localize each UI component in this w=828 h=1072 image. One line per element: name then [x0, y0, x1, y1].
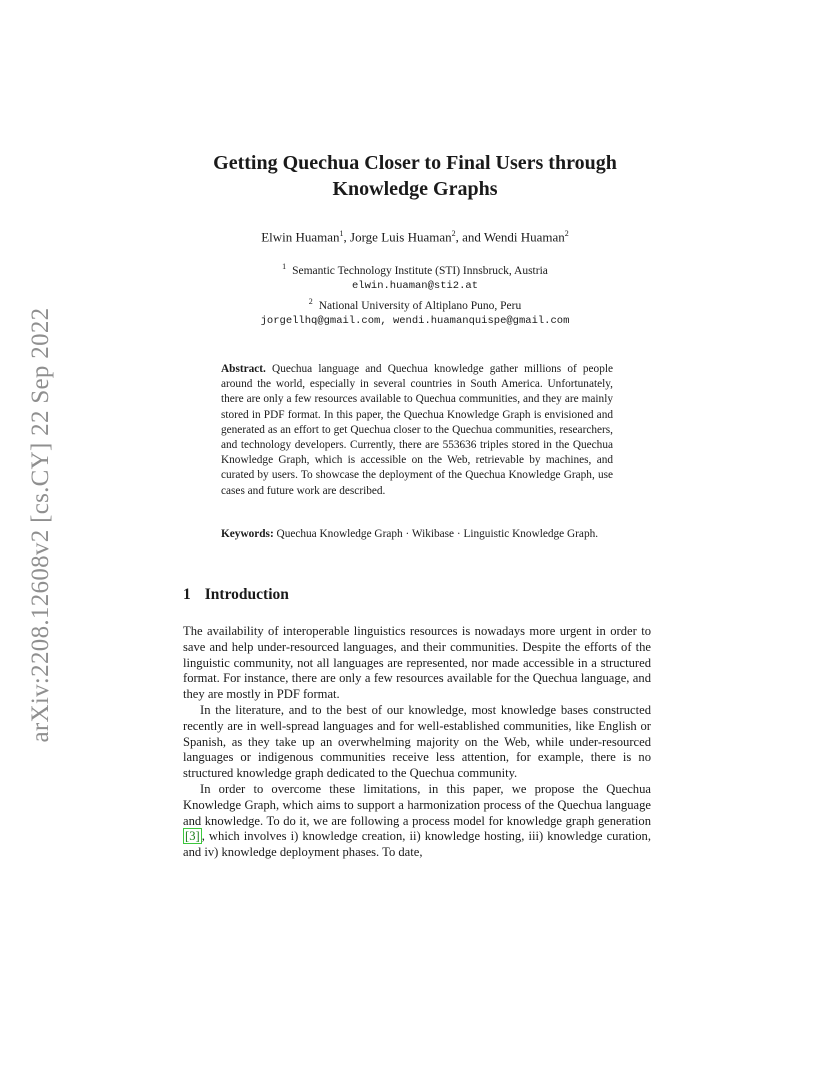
paragraph-3-text-b: , which involves i) knowledge creation, ii) knowledge hosting, iii) knowledge curation, and iv) knowledge deployment phases. To date,	[183, 829, 651, 860]
abstract-text: Quechua language and Quechua knowledge gather millions of people around the world, especially in several countries in South America. Unfortunately, there are only a few resources available to Quechua communities, and they are mainly stored in PDF format. In this paper, the Quechua Knowledge Graph is envisioned and generated as an effort to get Quechua closer to the Quechua communities, researchers, and technology developers. Currently, there are 553636 triples stored in the Quechua Knowledge Graph, which is accessible on the Web, retrievable by machines, and curated by users. To showcase the deployment of the Quechua Knowledge Graph, use cases and future work are described.	[221, 363, 613, 497]
section-number: 1	[183, 586, 191, 603]
paragraph-3-text-a: In order to overcome these limitations, in this paper, we propose the Quechua Knowledge Graph, which aims to support a harmonization process of the Quechua language and knowledge. To do it, we are following a process model for knowledge graph generation	[183, 781, 651, 828]
paragraph-1: The availability of interoperable linguistics resources is nowadays more urgent in order to save and help under-resourced languages, and their communities. Despite the efforts of the linguistic community, not all languages are represented, nor made accessible in a structured format. For instance, there are only a few resources available for the Quechua language, and they are mostly in PDF format.	[183, 624, 651, 702]
affil-2-email-2[interactable]: wendi.huamanquispe@gmail.com	[392, 314, 570, 327]
author-3: and Wendi Huaman	[462, 229, 565, 245]
paragraph-2: In the literature, and to the best of our knowledge, most knowledge bases constructed recently are in well-spread languages and for well-established communities, like English or Spanish, as they take up an overwhelming majority on the Web, while under-resourced languages or indigenous communities receive less attention, for example, there is no structured knowledge graph dedicated to the Quechua community.	[183, 702, 651, 781]
citation-link[interactable]: [3]	[185, 829, 200, 844]
paragraph-3	[183, 782, 651, 861]
abstract-label: Abstract.	[221, 363, 266, 375]
affil-2-institution: National University of Altiplano Puno, Peru	[318, 299, 522, 312]
keywords	[221, 527, 613, 542]
author-1-sup: 1	[339, 229, 344, 238]
section-heading	[183, 586, 289, 604]
section-title: Introduction	[204, 586, 289, 603]
title-line-1: Getting Quechua Closer to Final Users through	[213, 152, 617, 174]
abstract	[221, 362, 613, 499]
introduction-body	[183, 624, 651, 861]
affil-1-sup: 1	[282, 262, 287, 271]
arxiv-identifier: arXiv:2208.12608v2 [cs.CY] 22 Sep 2022	[27, 307, 54, 743]
affil-2-email-1[interactable]: jorgellhq@gmail.com	[260, 314, 381, 327]
paper-title	[150, 150, 680, 202]
author-1: Elwin Huaman	[261, 229, 340, 245]
affil-2-sup: 2	[308, 296, 313, 306]
author-2: Jorge Luis Huaman	[350, 229, 452, 245]
affiliations: $^1$ Semantic Technology Institute (STI) Innsbruck, Austria elwin.huaman@sti2.at $^2$ National University of Altiplano Puno, Peru jorgellhq@gmail.com, wendi.huamanquispe@gmail.com	[150, 259, 680, 329]
affil-1-institution: Semantic Technology Institute (STI) Innsbruck, Austria	[292, 264, 548, 277]
author-3-sup: 2	[564, 229, 569, 238]
author-list: Elwin Huaman$^1$, Jorge Luis Huaman$^2$, and Wendi Huaman$^2$	[261, 229, 569, 245]
affil-1-email[interactable]: elwin.huaman@sti2.at	[351, 279, 479, 292]
keywords-label: Keywords:	[221, 528, 274, 540]
keywords-text: Quechua Knowledge Graph · Wikibase · Linguistic Knowledge Graph.	[276, 528, 599, 540]
author-2-sup: 2	[451, 229, 456, 238]
title-line-2: Knowledge Graphs	[332, 178, 498, 200]
arxiv-sidebar	[24, 290, 58, 760]
